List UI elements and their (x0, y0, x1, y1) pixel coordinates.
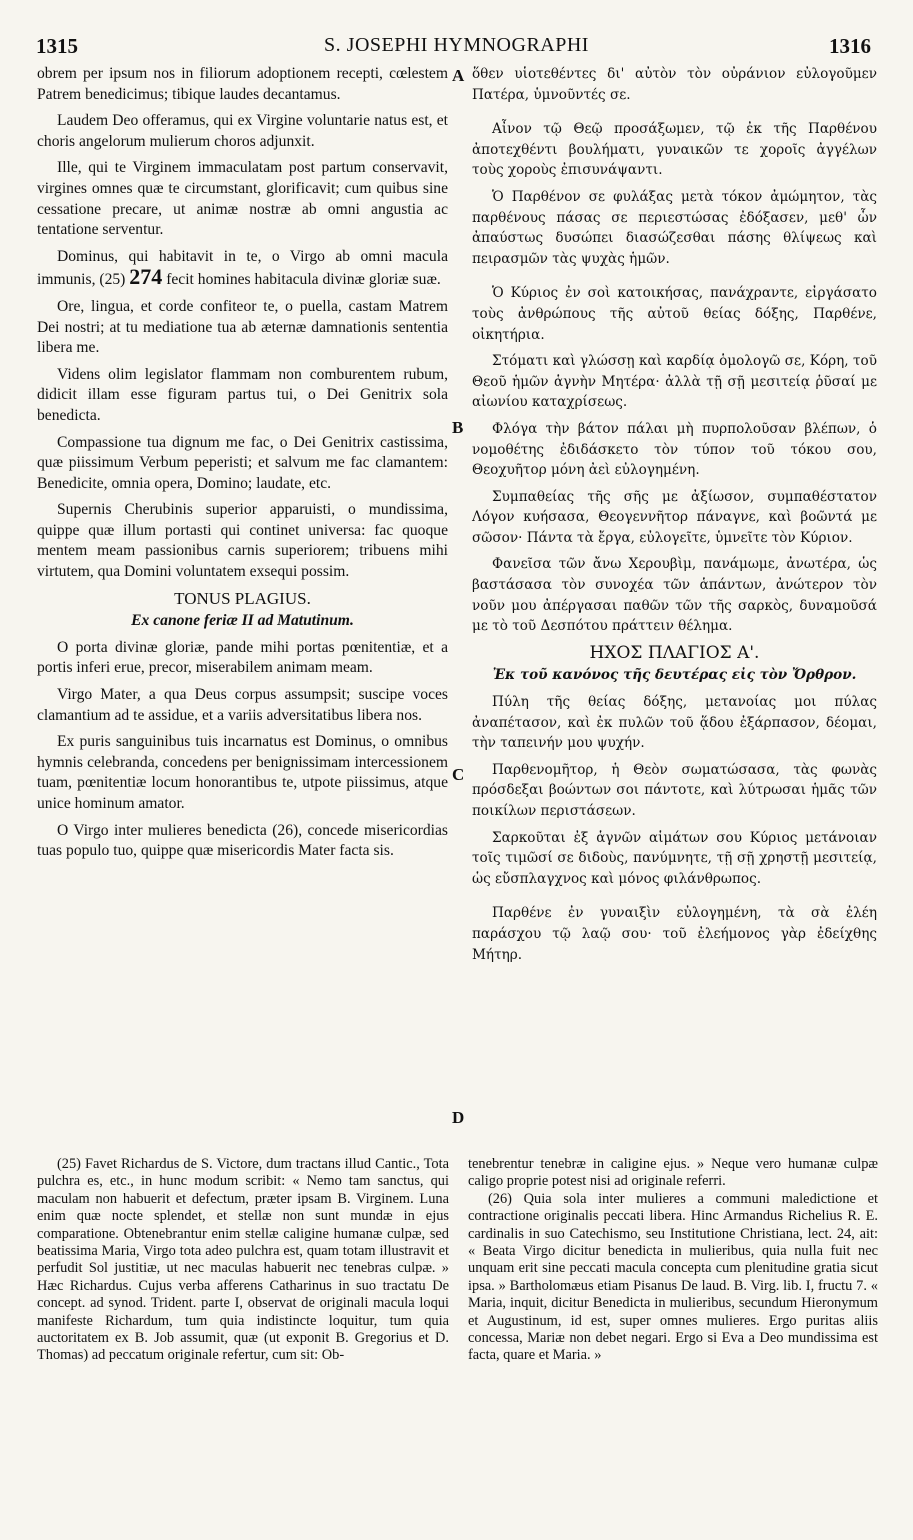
latin-paragraph: Virgo Mater, a qua Deus corpus assumpsit; suscipe voces clamantium ad te assidue, et a variis adversitatibus libera nos. (37, 686, 448, 724)
greek-paragraph: Ὁ Κύριος ἐν σοὶ κατοικήσας, πανάχραντε, εἰργάσατο τοὺς ἀνθρώπους τῆς αὐτοῦ θείας δόξης, Παρθένε, οἰκητήρια. (472, 285, 877, 343)
section-subheading: Ex canone feriæ II ad Matutinum. (131, 612, 354, 630)
greek-paragraph: ὅθεν υἱοτεθέντες δι' αὐτὸν τὸν οὐράνιον εὐλογοῦμεν Πατέρα, ὑμνοῦντές σε. (472, 66, 877, 103)
section-heading: TONUS PLAGIUS. (174, 588, 311, 608)
latin-paragraph: Ex puris sanguinibus tuis incarnatus est Dominus, o omnibus hymnis celebranda, concedens per benignissimam intercessionem tuam, pœnitentiæ locum honorantibus te, utpote piissimus, atque unice hominum amator. (37, 733, 448, 812)
latin-column (37, 64, 448, 868)
greek-paragraph: Φλόγα τὴν βάτον πάλαι μὴ πυρπολοῦσαν βλέπων, ὁ νομοθέτης ἐδιδάσκετο τὸν τύπον τοῦ τόκου σου, Θεοχυῆτορ μόνη ἀεὶ εὐλογημένη. (472, 420, 877, 479)
margin-letter-d: D (452, 1108, 465, 1127)
latin-paragraph: Ille, qui te Virginem immaculatam post partum conservavit, virgines omnes quæ te circumstant, glorificavit; cum quibus sine cessatione precare, ut animæ nostræ ab omni angustia ac tentatione serventur. (37, 159, 448, 239)
page-title: S. JOSEPHI HYMNOGRAPHI (324, 34, 589, 56)
margin-letter-a: A (452, 66, 465, 85)
margin-letter-c: C (452, 765, 465, 784)
greek-column (472, 64, 877, 971)
latin-paragraph: obrem per ipsum nos in filiorum adoptionem recepti, cœlestem Patrem benedicimus; tibique laudes decantamus. (37, 65, 448, 103)
footnote-25: (25) Favet Richardus de S. Victore, dum tractans illud Cantic., Tota pulchra es, etc., in hunc modum scribit: « Nemo tam sanctus, qui maculam non habuerit et defectum, præter ipsam B. Virginem. Luna enim quæ nocte splendet, et stellæ non sunt mundæ in ejus comparatione. Obtenebrantur enim stellæ caligine humanæ culpæ, sed beatissima Maria, Virgo tota adeo pulchra est, quam totam illustravit et perfudit Sol justitiæ, ut nec maculas habuerit nec tenebras culpæ. » Hæc Richardus. Cujus verba afferens Catharinus in suo tractatu De concept. ad synod. Trident. parte I, observat de originali macula loqui manifeste Richardum, tum quia indistincte loquitur, tum quia auctoritatem ex B. Job assumit, quæ (ut exponit B. Gregorius et D. Thomas) ad peccatum originale refertur, cum sit: Ob- (37, 1156, 449, 1364)
footnotes-right (468, 1156, 878, 1365)
page-number-left: 1315 (36, 34, 78, 58)
greek-paragraph: Φανεῖσα τῶν ἄνω Χερουβὶμ, πανάμωμε, ἀνωτέρα, ὡς βαστάσασα τὸν συνοχέα τῶν ἁπάντων, ἀνώτερον τὸν νοῦν μου ἀπέργασαι παθῶν τῶν τῆς σαρκὸς, δυναμοῦσά με τὸ τοῦ Δεσπότου πράττειν θέλημα. (472, 556, 877, 635)
latin-text: fecit homines habitacula divinæ gloriæ suæ. (166, 271, 441, 289)
greek-paragraph: Συμπαθείας τῆς σῆς με ἀξίωσον, συμπαθέστατον Λόγον κυήσασα, Θεογεννῆτορ πάναγνε, καὶ βοῶντά με σῶσον· Πάντα τὰ ἔργα, εὐλογεῖτε, ὑμνεῖτε τὸν Κύριον. (472, 488, 877, 546)
greek-paragraph: Αἶνον τῷ Θεῷ προσάξωμεν, τῷ ἐκ τῆς Παρθένου ἀποτεχθέντι βουλήματι, γυναικῶν τε χοροῖς ἀγγέλων τοὺς χοροὺς ἐπισυνάψαντι. (472, 121, 877, 179)
page-number-right: 1316 (829, 34, 871, 58)
footnotes-left (37, 1156, 449, 1365)
latin-paragraph: O porta divinæ gloriæ, pande mihi portas pœnitentiæ, et a portis inferi erue, precor, miserabilem animam meam. (37, 638, 448, 677)
greek-paragraph: Στόματι καὶ γλώσσῃ καὶ καρδίᾳ ὁμολογῶ σε, Κόρη, τοῦ Θεοῦ ἡμῶν ἁγνὴν Μητέρα· ἀλλὰ τῇ σῇ μεσιτείᾳ ῥῦσαί με αἰωνίου καταχρίσεως. (472, 353, 877, 411)
greek-paragraph: Σαρκοῦται ἐξ ἁγνῶν αἱμάτων σου Κύριος μετάνοιαν τοῖς τιμῶσί σε διδοὺς, πανύμνητε, τῇ σῇ χρηστῇ μεσιτείᾳ, ὡς εὔσπλαγχνος καὶ μόνος φιλάνθρωπος. (472, 829, 877, 887)
latin-paragraph: Videns olim legislator flammam non comburentem rubum, didicit illam esse figuram partus tui, o Dei Genitrix sola benedicta. (37, 365, 448, 424)
section-subheading: Ἐκ τοῦ κανόνος τῆς δευτέρας εἰς τὸν Ὄρθρον. (492, 667, 857, 684)
column-number: 274 (129, 264, 163, 290)
latin-paragraph: Ore, lingua, et corde confiteor te, o puella, castam Matrem Dei nostri; at tu mediatione tua ab æternæ damnationis sententia libera me. (37, 297, 448, 357)
greek-paragraph: Ὁ Παρθένον σε φυλάξας μετὰ τόκον ἀμώμητον, τὰς παρθένους πάσας σε περιεστώσας ἐδόξασεν, μεθ' ὧν ἀπαύστως δυσώπει διασώζεσθαι πάσης θλίψεως καὶ πειρασμῶν τὰς ψυχὰς ἡμῶν. (472, 188, 877, 267)
latin-text: Dominus, qui habitavit in te, o Virgo ab omni macula immunis, (25) (37, 247, 448, 289)
greek-paragraph: Παρθένε ἐν γυναιξὶν εὐλογημένη, τὰ σὰ ἐλέη παράσχου τῷ λαῷ σου· τοῦ ἐλεήμονος γὰρ ἐδείχθης Μήτηρ. (472, 905, 877, 963)
running-header (0, 34, 913, 58)
margin-letter-b: B (452, 418, 464, 437)
latin-paragraph: Supernis Cherubinis superior apparuisti, o mundissima, quippe quæ illum portasti qui continet universa: fac quoque mentem meam passionibus carnis superiorem; tribuens mihi virtutem, qua Domini voluntatem exsequi possim. (37, 501, 448, 581)
latin-paragraph (37, 247, 448, 291)
section-heading: ΗΧΟΣ ΠΛΑΓΙΟΣ Α'. (589, 642, 760, 663)
footnote-continuation: tenebrentur tenebræ in caligine ejus. » Neque vero humanæ culpæ caligo proprie potest nisi ad originale referri. (468, 1156, 878, 1190)
footnote-26: (26) Quia sola inter mulieres a communi maledictione et contractione originalis peccati libera. Hinc Armandus Richelius R. E. cardinalis in suo Catechismo, seu Institutione Christiana, lect. 24, ait: « Beata Virgo dicitur benedicta in mulieribus, quia nulla fuit nec unquam erit sine peccati macula concepta cum plenitudine gratia sicut ipsa. » Bartholomæus etiam Pisanus De laud. B. Virg. lib. I, fructu 7. « Maria, inquit, dicitur Benedicta in mulieribus, secundum Hieronymum et Augustinum, id est, super omnes mulieres. Ergo puritas aliis concessa, Mariæ non debet negari. Ergo si Eva a Deo mundissima est facta, quare et Maria. » (468, 1190, 878, 1364)
latin-paragraph: Compassione tua dignum me fac, o Dei Genitrix castissima, quæ piissimum Verbum peperisti; et salvum me fac clamantem: Benedicite, omnia opera, Domino; laudate, etc. (37, 433, 448, 492)
latin-paragraph: Laudem Deo offeramus, qui ex Virgine voluntarie natus est, et choris angelorum mulierum choros adjunxit. (37, 112, 448, 150)
latin-paragraph: O Virgo inter mulieres benedicta (26), concede misericordias tuas populo tuo, quippe quæ misericordis Mater facta sis. (37, 821, 448, 860)
greek-paragraph: Παρθενομῆτορ, ἡ Θεὸν σωματώσασα, τὰς φωνὰς πρόσδεξαι βοώντων σοι πάντοτε, καὶ λύτρωσαι ἡμᾶς τῶν ποικίλων περιστάσεων. (472, 761, 877, 819)
greek-paragraph: Πύλη τῆς θείας δόξης, μετανοίας μοι πύλας ἀναπέτασον, καὶ ἐκ πυλῶν τοῦ ᾅδου ἐξάρπασον, δέομαι, τὴν ταπεινήν μου ψυχήν. (472, 694, 877, 752)
